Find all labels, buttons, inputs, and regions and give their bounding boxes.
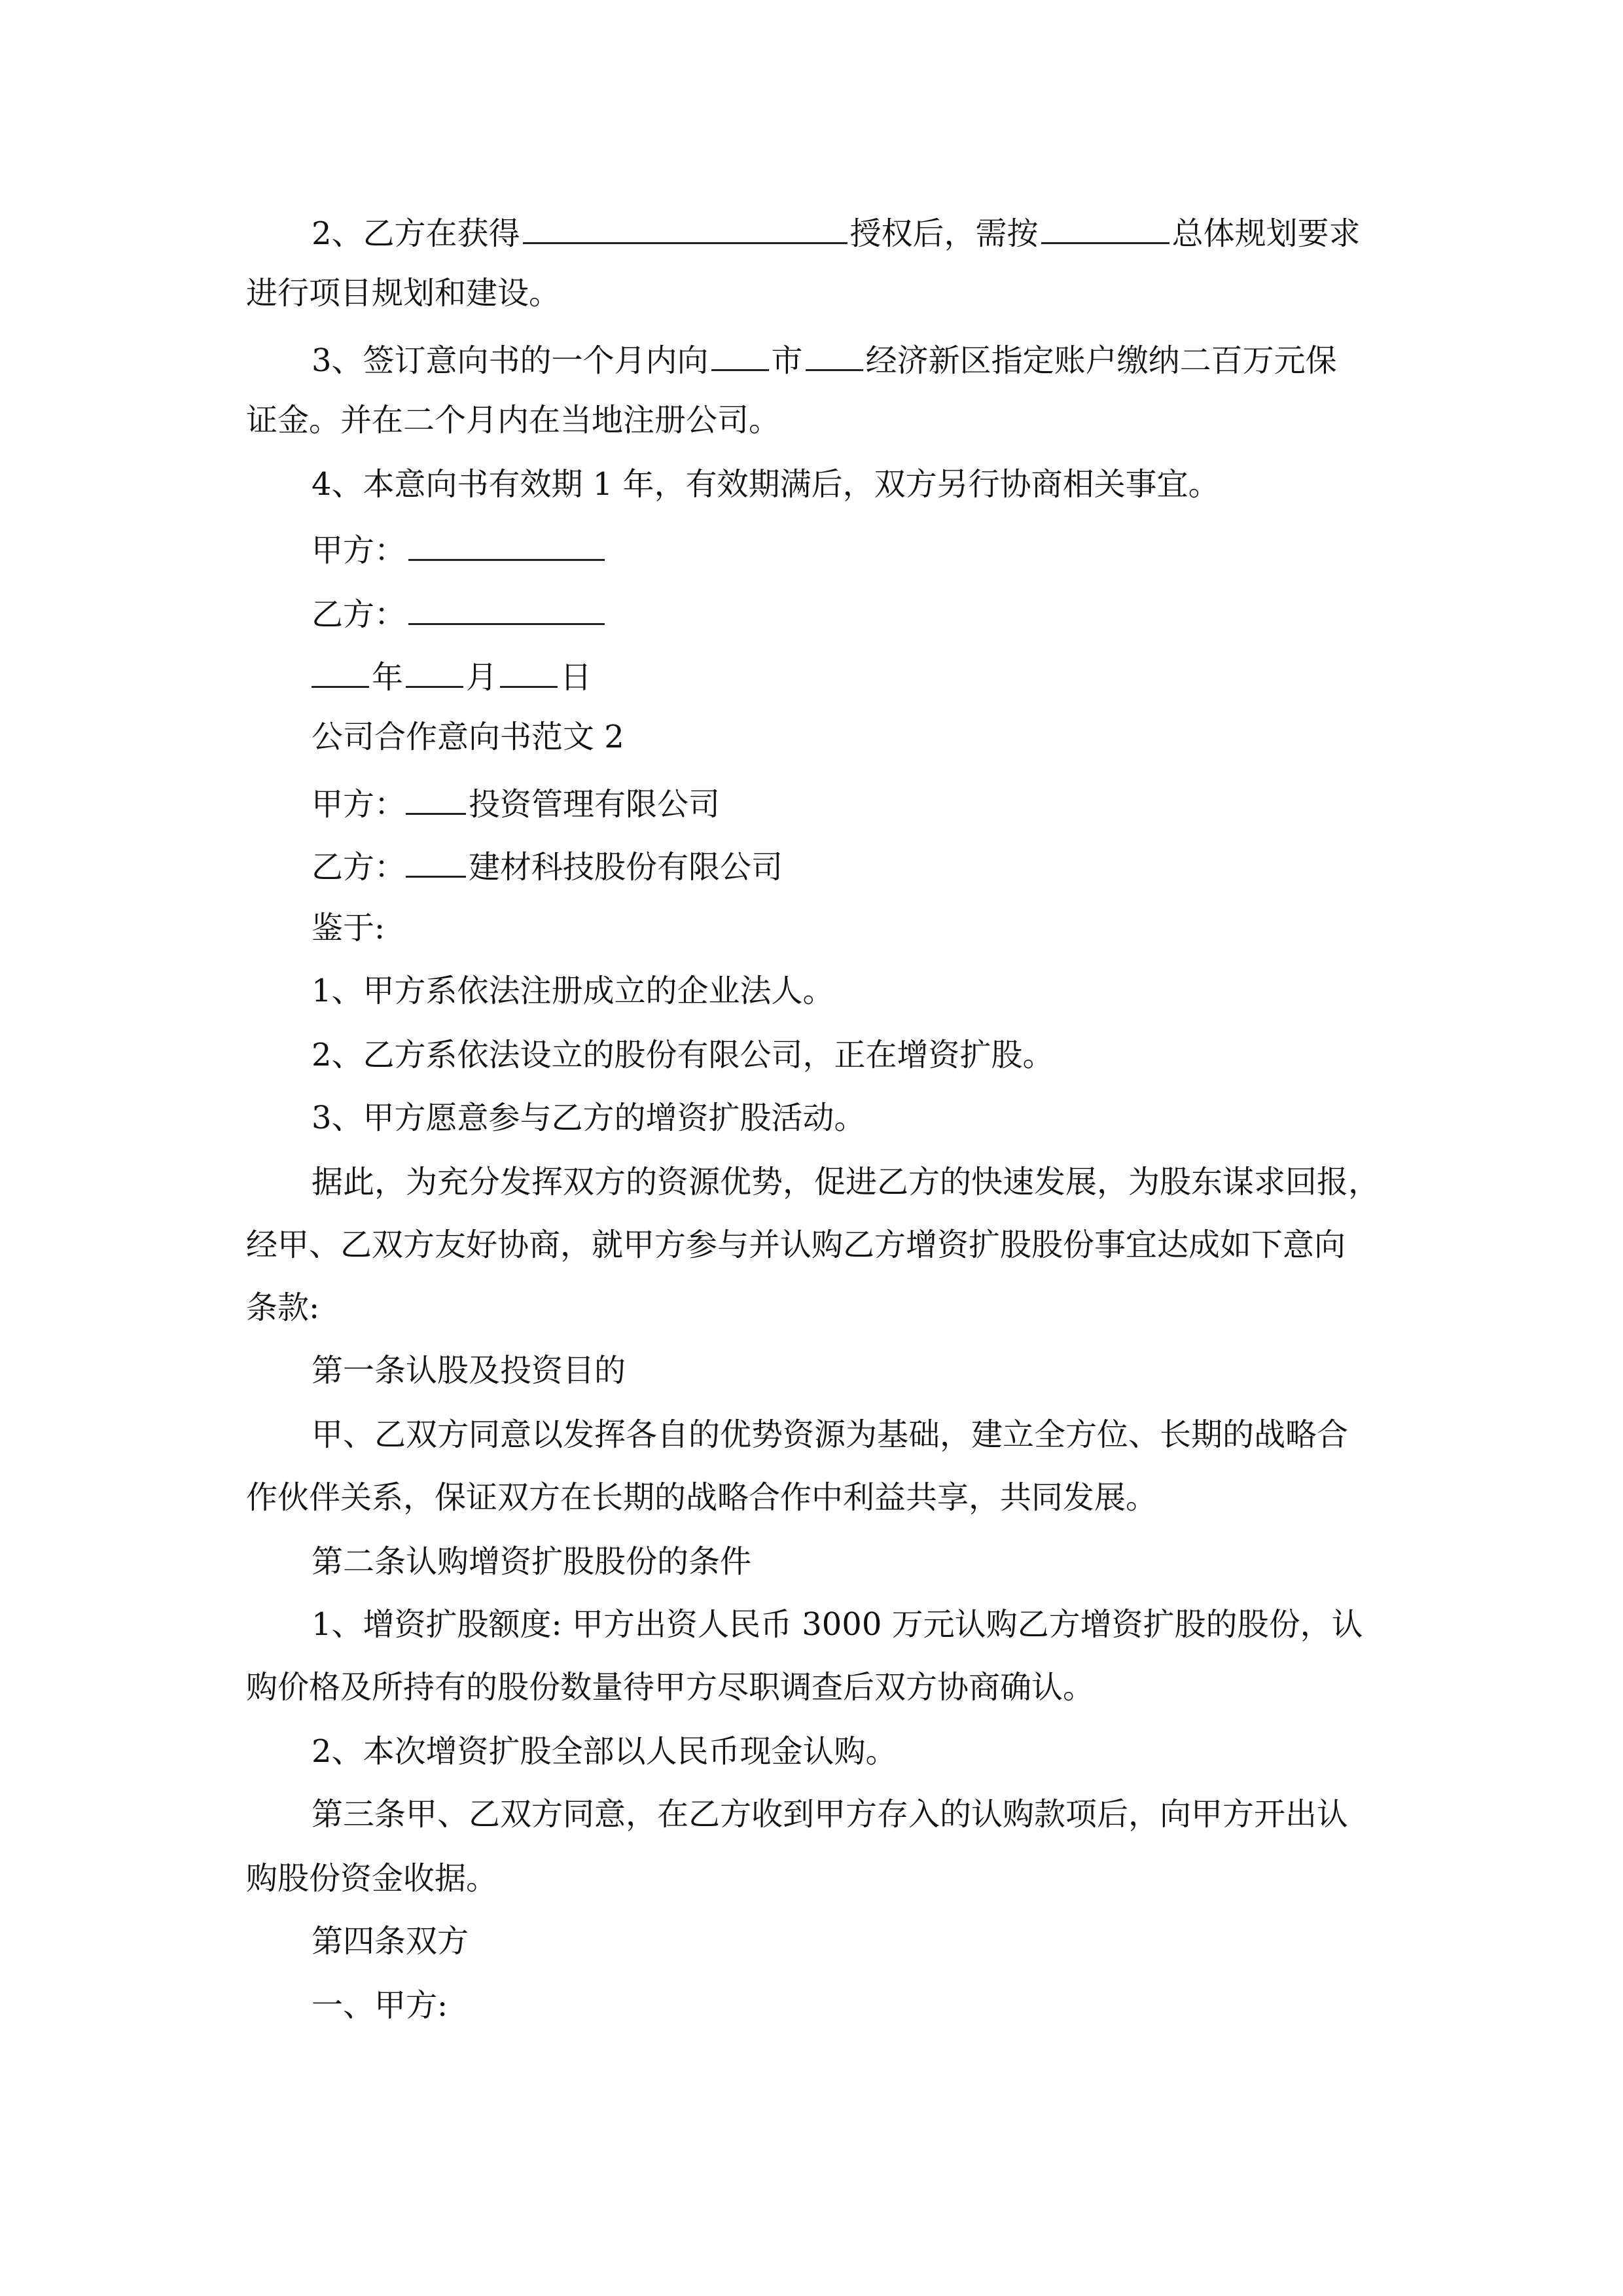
paragraph-line: 作伙伴关系，保证双方在长期的战略合作中利益共享，共同发展。 xyxy=(246,1479,1158,1516)
date-day-label: 日 xyxy=(560,659,592,696)
blank-field xyxy=(806,338,863,371)
clause-2-line-1 xyxy=(312,211,1385,250)
article-4-subheading: 一、甲方: xyxy=(312,1987,448,2024)
clause-4: 4、本意向书有效期 1 年，有效期满后，双方另行协商相关事宜。 xyxy=(312,466,1220,503)
blank-field xyxy=(408,528,605,561)
blank-field xyxy=(408,592,605,625)
paragraph-line: 购价格及所持有的股份数量待甲方尽职调查后双方协商确认。 xyxy=(246,1669,1095,1706)
date-month-label: 月 xyxy=(466,659,498,696)
blank-field xyxy=(500,655,558,688)
whereas-item-3: 3、甲方愿意参与乙方的增资扩股活动。 xyxy=(312,1100,866,1136)
blank-field xyxy=(1041,211,1169,244)
party-jia xyxy=(312,781,1385,821)
signature-jia xyxy=(312,528,1385,567)
clause-3-line-1 xyxy=(312,338,1385,377)
signature-jia-label: 甲方： xyxy=(312,532,406,569)
blank-field xyxy=(312,655,369,688)
party-jia-name: 投资管理有限公司 xyxy=(469,786,721,823)
party-yi-label: 乙方： xyxy=(312,849,406,886)
clause-3-text-a: 3、签订意向书的一个月内向 xyxy=(312,342,709,379)
date-line xyxy=(312,655,1385,694)
party-jia-label: 甲方： xyxy=(312,786,406,823)
paragraph-line: 据此，为充分发挥双方的资源优势，促进乙方的快速发展，为股东谋求回报， xyxy=(312,1164,1380,1200)
signature-yi xyxy=(312,592,1385,631)
date-year-label: 年 xyxy=(372,659,404,696)
blank-field xyxy=(406,844,466,878)
article-4-heading: 第四条双方 xyxy=(312,1923,469,1960)
paragraph-line: 2、本次增资扩股全部以人民币现金认购。 xyxy=(312,1733,897,1770)
whereas-item-1: 1、甲方系依法注册成立的企业法人。 xyxy=(312,973,834,1009)
paragraph-line: 1、增资扩股额度: 甲方出资人民币 3000 万元认购乙方增资扩股的股份，认 xyxy=(312,1606,1363,1643)
article-2-heading: 第二条认购增资扩股股份的条件 xyxy=(312,1543,752,1580)
blank-field xyxy=(406,655,463,688)
clause-2-text-c: 总体规划要求 xyxy=(1171,215,1361,252)
section-title: 公司合作意向书范文 2 xyxy=(312,719,624,755)
whereas-heading: 鉴于: xyxy=(312,910,385,946)
paragraph-line: 经甲、乙双方友好协商，就甲方参与并认购乙方增资扩股股份事宜达成如下意向 xyxy=(246,1227,1346,1263)
clause-3-text-b: 市 xyxy=(771,342,803,379)
blank-field xyxy=(523,211,847,244)
clause-3-text-c: 经济新区指定账户缴纳二百万元保 xyxy=(865,342,1337,379)
signature-yi-label: 乙方： xyxy=(312,596,406,633)
clause-3-line-2: 证金。并在二个月内在当地注册公司。 xyxy=(246,402,781,439)
paragraph-line: 甲、乙双方同意以发挥各自的优势资源为基础，建立全方位、长期的战略合 xyxy=(312,1416,1349,1453)
article-1-heading: 第一条认股及投资目的 xyxy=(312,1352,626,1389)
article-3-line-1: 第三条甲、乙双方同意，在乙方收到甲方存入的认购款项后，向甲方开出认 xyxy=(312,1796,1349,1833)
clause-2-text-b: 授权后，需按 xyxy=(849,215,1039,252)
blank-field xyxy=(406,781,466,815)
clause-2-text-a: 2、乙方在获得 xyxy=(312,215,520,252)
blank-field xyxy=(711,338,769,371)
whereas-item-2: 2、乙方系依法设立的股份有限公司，正在增资扩股。 xyxy=(312,1037,1054,1073)
paragraph-line: 条款: xyxy=(246,1289,320,1326)
article-3-line-2: 购股份资金收据。 xyxy=(246,1860,498,1897)
party-yi-name: 建材科技股份有限公司 xyxy=(469,849,783,886)
clause-2-line-2: 进行项目规划和建设。 xyxy=(246,275,561,312)
party-yi xyxy=(312,844,1385,884)
